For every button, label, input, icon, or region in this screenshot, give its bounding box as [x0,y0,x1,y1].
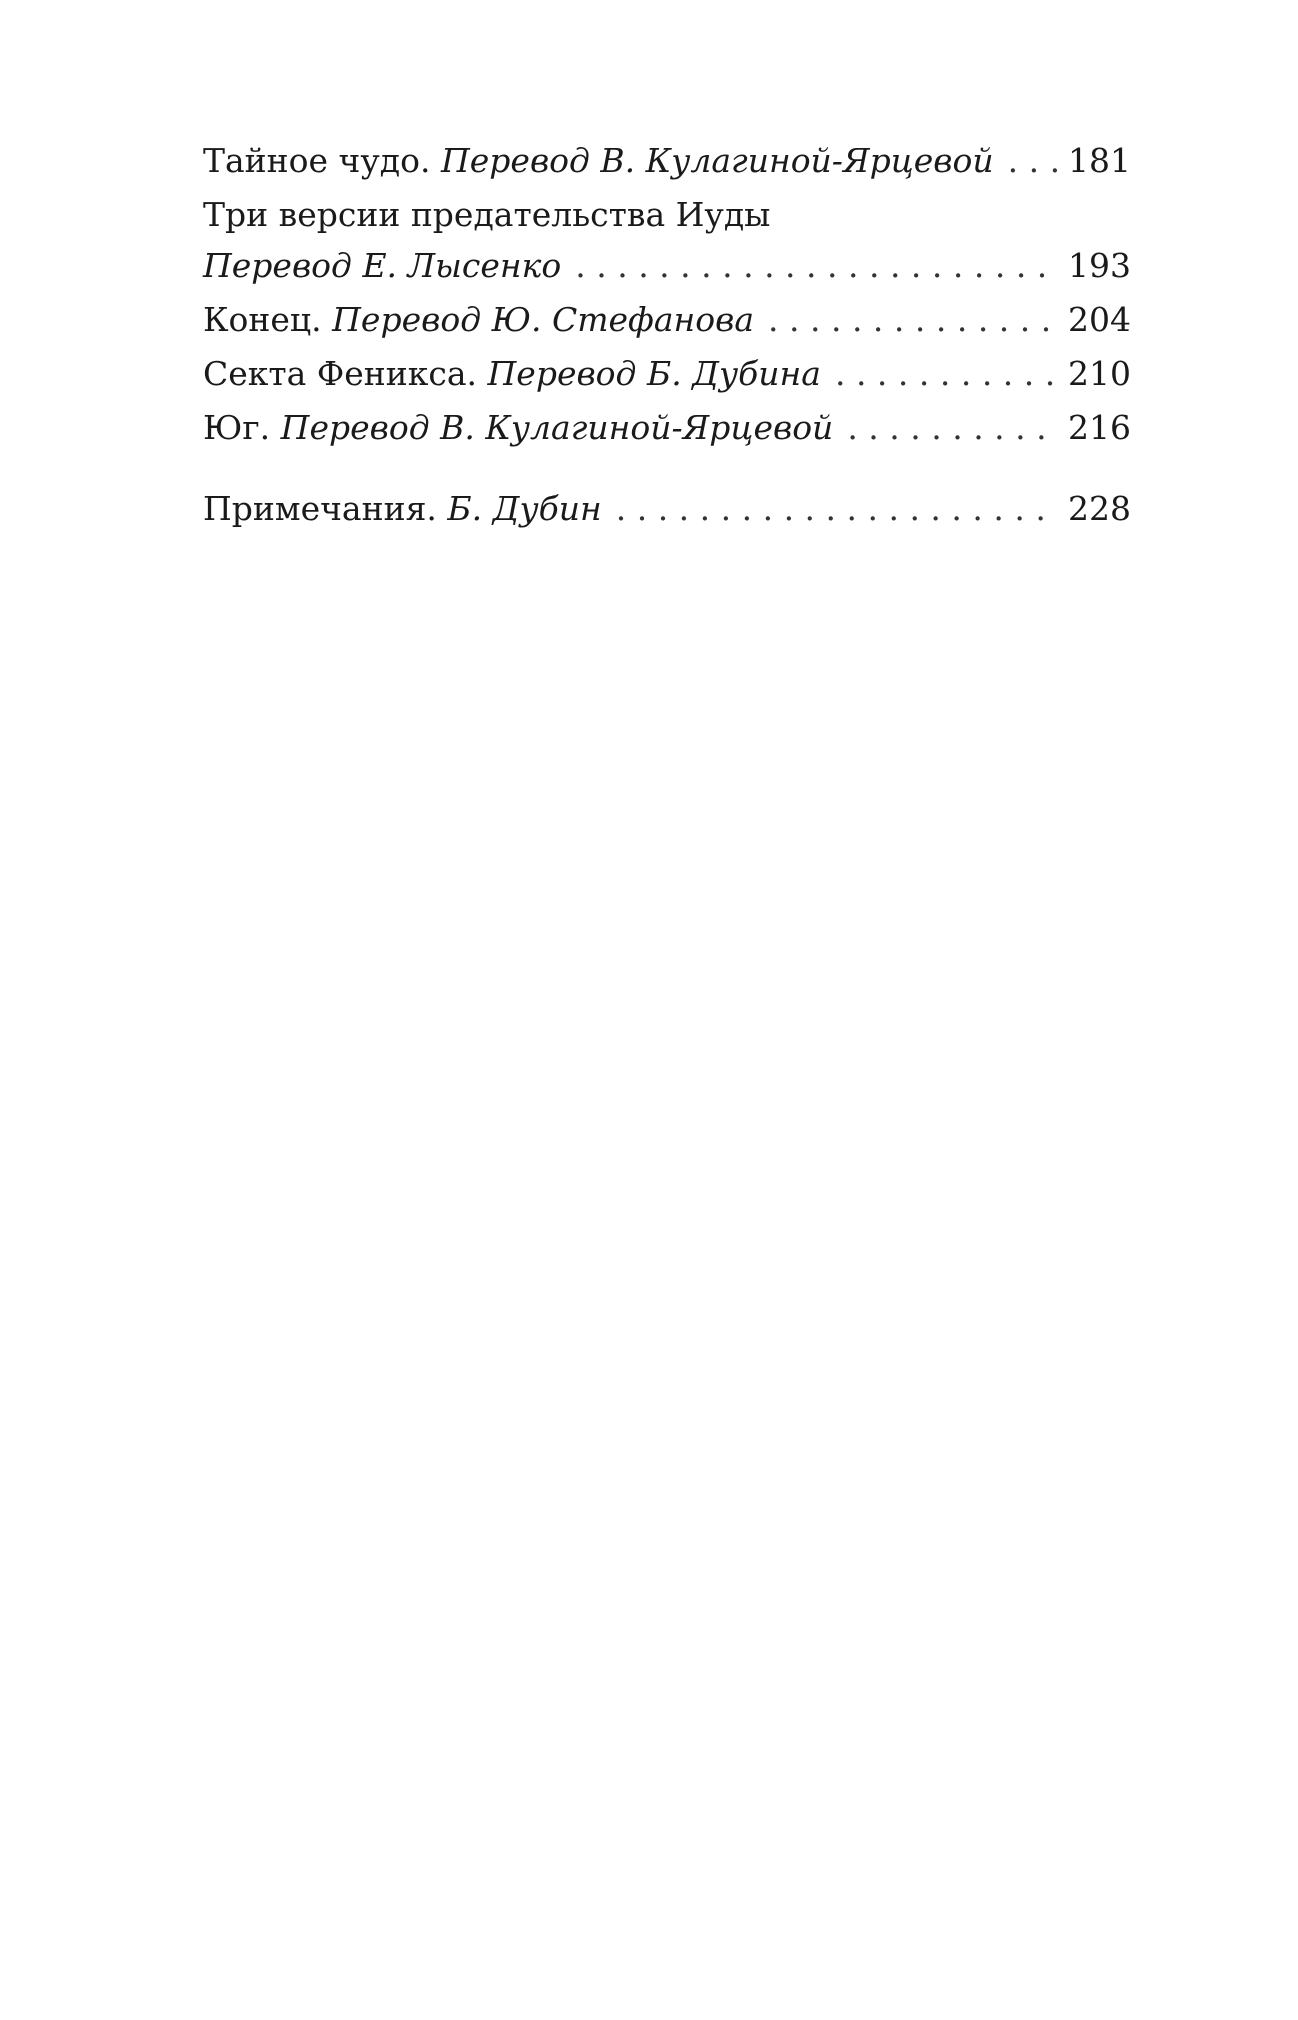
toc-entry[interactable] [203,348,1131,399]
toc-title-group [203,294,754,345]
toc-line [203,402,1131,453]
table-of-contents [203,135,1131,534]
toc-entry[interactable] [203,402,1131,453]
toc-page-number: 210 [1068,354,1131,393]
toc-entry[interactable] [203,483,1131,534]
toc-entry-title: Тайное чудо. [203,141,431,180]
toc-title-group [203,348,821,399]
toc-line [203,189,1131,240]
toc-entry[interactable] [203,294,1131,345]
toc-page-number: 193 [1068,246,1131,285]
toc-entry-translator: Б. Дубин [447,489,602,528]
dot-leader [616,483,1058,534]
toc-entry[interactable] [203,189,1131,291]
toc-title-group [203,402,833,453]
dot-leader [1008,135,1058,186]
toc-page-number: 216 [1068,408,1131,447]
toc-entry-translator: Перевод Б. Дубина [487,354,821,393]
toc-entry-title: Примечания. [203,489,437,528]
toc-page-number: 204 [1068,300,1131,339]
dot-leader [768,294,1058,345]
toc-entry-title: Конец. [203,300,322,339]
toc-line [203,348,1131,399]
toc-entry-title: Юг. [203,408,271,447]
toc-line [203,240,1131,291]
toc-line [203,135,1131,186]
toc-entry-translator: Перевод В. Кулагиной-Ярцевой [280,408,834,447]
toc-entry-translator: Перевод Е. Лысенко [203,246,562,285]
dot-leader [575,240,1058,291]
toc-page-number: 228 [1068,489,1131,528]
dot-leader [835,348,1058,399]
toc-entry-translator: Перевод Ю. Стефанова [332,300,755,339]
toc-title-group [203,135,994,186]
toc-page-number: 181 [1068,141,1131,180]
toc-entry[interactable] [203,135,1131,186]
toc-line [203,294,1131,345]
toc-entry-translator: Перевод В. Кулагиной-Ярцевой [440,141,994,180]
toc-title-group [203,483,602,534]
toc-entry-title: Три версии предательства Иуды [203,195,771,234]
toc-entry-title: Секта Феникса. [203,354,478,393]
dot-leader [847,402,1058,453]
toc-line [203,483,1131,534]
